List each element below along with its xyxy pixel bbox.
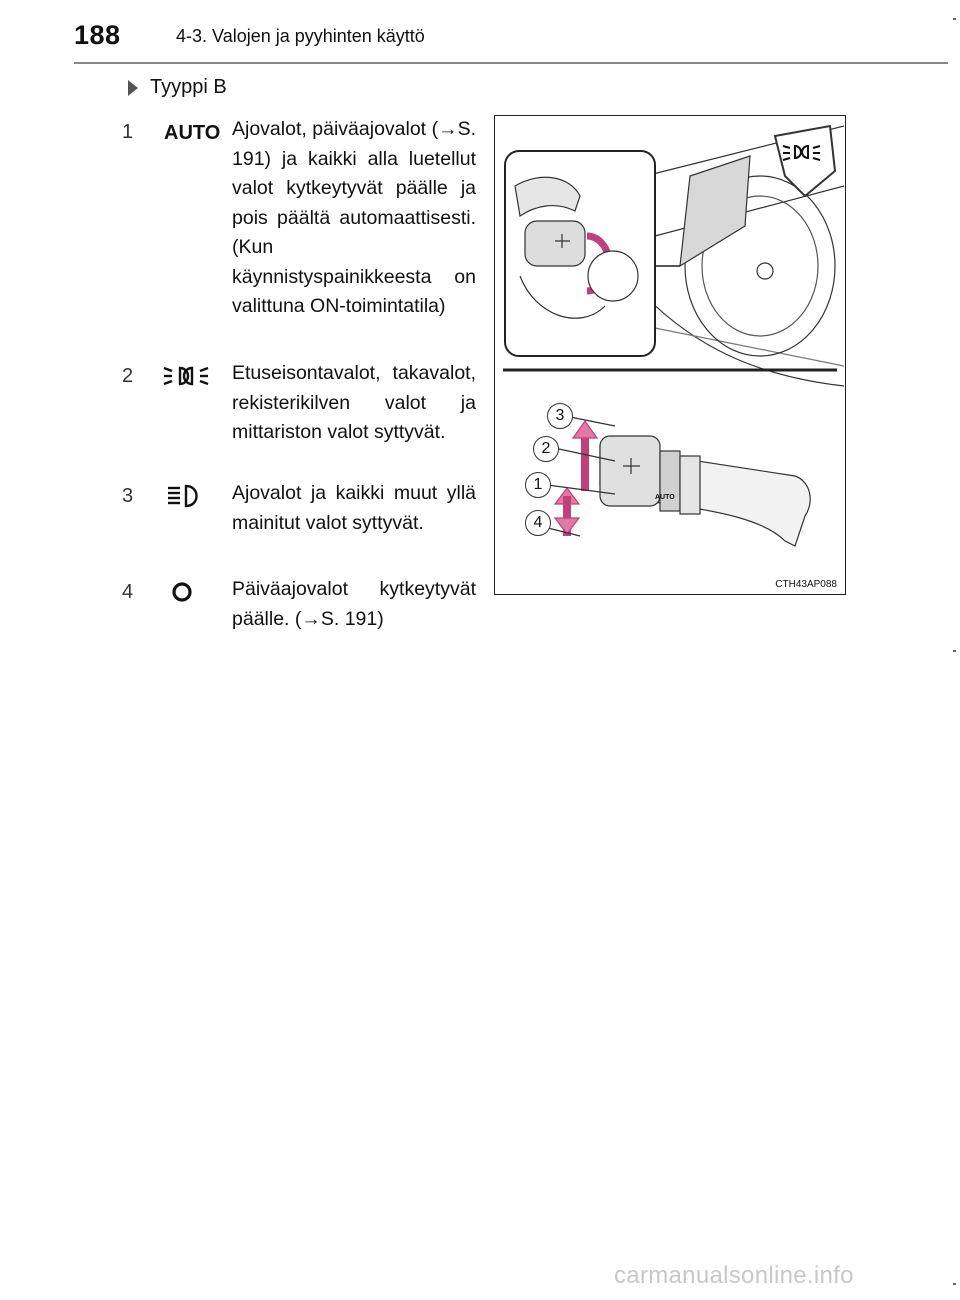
light-switch-illustration bbox=[494, 115, 846, 595]
auto-symbol-text: AUTO bbox=[164, 122, 221, 144]
item-number-text: 2 bbox=[122, 365, 134, 387]
figure-code: CTH43AP088 bbox=[775, 579, 837, 590]
callout-4: 4 bbox=[525, 510, 551, 536]
type-heading-label: Tyyppi B bbox=[150, 76, 227, 98]
triangle-bullet-icon bbox=[128, 80, 138, 96]
item-description: Ajovalot, päiväajovalot (→S. 191) ja kaikki alla luetellut valot kytkeytyvät päälle ja pois päältä automaattisesti. (Kun käynnistyspainikkeesta on valittuna ON-toimintatila) bbox=[232, 118, 476, 317]
drl-icon bbox=[160, 578, 230, 606]
callout-3: 3 bbox=[547, 403, 573, 429]
item-number-text: 4 bbox=[122, 581, 134, 603]
page-header bbox=[0, 0, 960, 62]
section-title: 4-3. Valojen ja pyyhinten käyttö bbox=[176, 26, 425, 46]
item-description: Ajovalot ja kaikki muut yllä mainitut valot syttyvät. bbox=[232, 482, 476, 534]
item-number-text: 3 bbox=[122, 485, 134, 507]
crop-mark bbox=[953, 18, 956, 20]
watermark: carmanualsonline.info bbox=[614, 1262, 854, 1289]
callout-1: 1 bbox=[525, 472, 551, 498]
auto-icon bbox=[160, 118, 230, 146]
tail-lights-icon bbox=[160, 362, 230, 390]
item-number bbox=[118, 578, 144, 610]
crop-mark bbox=[953, 650, 956, 652]
item-number bbox=[118, 362, 144, 394]
item-description: Etuseisontavalot, takavalot, rekisterikilven valot ja mittariston valot syttyvät. bbox=[232, 362, 476, 443]
page-number: 188 bbox=[74, 20, 121, 50]
header-rule bbox=[74, 62, 948, 64]
switch-auto-label: AUTO bbox=[655, 494, 675, 501]
crop-mark bbox=[953, 1283, 956, 1285]
type-heading bbox=[128, 76, 227, 99]
item-number-text: 1 bbox=[122, 121, 134, 143]
item-number bbox=[118, 118, 144, 150]
item-number bbox=[118, 482, 144, 514]
headlight-icon bbox=[160, 482, 230, 510]
callout-2: 2 bbox=[533, 436, 559, 462]
item-description: Päiväajovalot kytkeytyvät päälle. (→S. 191) bbox=[232, 578, 476, 630]
